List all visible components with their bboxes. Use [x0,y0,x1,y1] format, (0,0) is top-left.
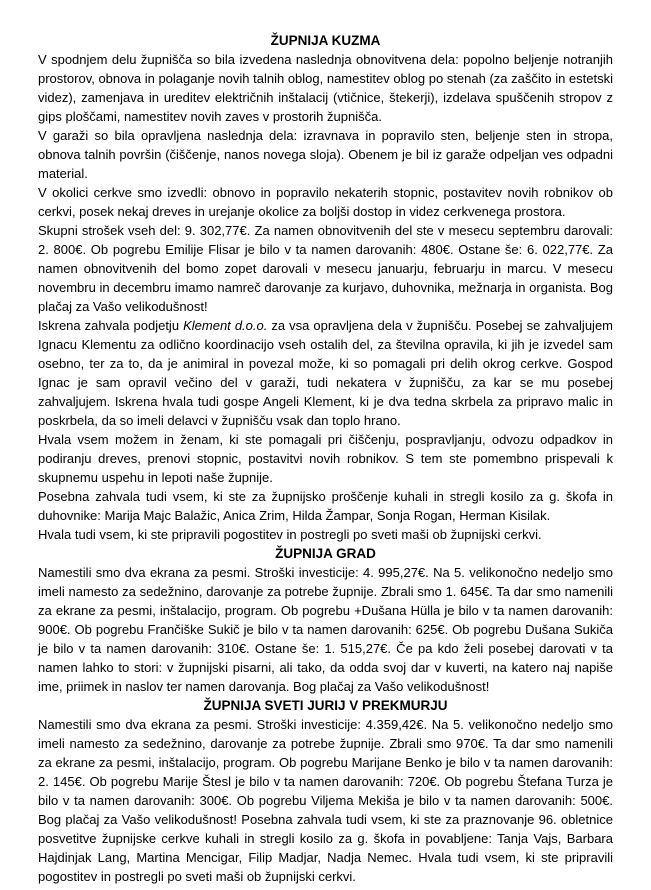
company-name-italic: Klement d.o.o. [183,318,268,333]
paragraph-kuzma-thanks-helpers: Hvala vsem možem in ženam, ki ste pomagali pri čiščenju, pospravljanju, odvozu odpadkov in podiranju dreves, prenovi stopnic, postavitvi novih robnikov. S tem ste pomembno prispevali k skupnemu uspehu in lepoti naše župnije. [38,432,613,485]
paragraph-kuzma-thanks-reception: Hvala tudi vsem, ki ste pripravili pogostitev in postregli po sveti maši ob župnijski cerkvi. [38,527,542,542]
paragraph-text: za vsa opravljena dela v župnišču. Posebej se zahvaljujem Ignacu Klementu za odlično koordinacijo vseh ostalih del, za številna opravila, ki jih je izvedel sam osebno, ter za to, da je animiral in povezal može, ki so pomagali pri delih okrog cerkve. Gospod Ignac je sam opravil večino del v garaži, tudi nekatera v župnišču, za kar se mu posebej zahvaljujem. Iskrena hvala tudi gospe Angeli Klement, ki je dva tedna skrbela za pripravo malic in poskrbela, da so imeli delavci v župnišču vsak dan toplo hrano. [38,318,614,428]
section-heading-kuzma: ŽUPNIJA KUZMA [270,33,381,48]
paragraph-kuzma-thanks-klement [38,316,613,430]
paragraph-kuzma-thanks-cooks: Posebna zahvala tudi vsem, ki ste za župnijsko proščenje kuhali in stregli kosilo za g. škofa in duhovnike: Marija Majc Balažic, Anica Zrim, Hilda Žampar, Sonja Rogan, Herman Kisilak. [38,489,613,523]
paragraph-jurij-screens-donations: Namestili smo dva ekrana za pesmi. Stroški investicije: 4.359,42€. Na 5. velikonočno nedeljo smo imeli namesto za sedežnino, darovanje za potrebe župnije. Zbrali smo 970€. Ta dar smo namenili za ekrane za pesmi, inštalacijo, program. Ob pogrebu Marijane Benko je bilo v ta namen darovanih: 2. 145€. Ob pogrebu Marije Štesl je bilo v ta namen darovanih: 720€. Ob pogrebu Štefana Turza je bilo v ta namen darovanih: 300€. Ob pogrebu Viljema Mekiša je bilo v ta namen darovanih: 500€. Bog plačaj za Vašo velikodušnost! Posebna zahvala tudi vsem, ki ste za praznovanje 96. obletnice posvetitve župnijske cerkve kuhali in stregli kosilo za g. škofa in povabljene: Tanja Vajs, Barbara Hajdinjak Lang, Martina Mencigar, Filip Madjar, Nadja Nemec. Hvala tudi vsem, ki ste pripravili pogostitev in postregli po sveti maši ob župnijski cerkvi. [38,717,613,884]
paragraph-kuzma-renovation-works: V spodnjem delu župnišča so bila izvedena naslednja obnovitvena dela: popolno beljenje notranjih prostorov, obnova in polaganje novih talnih oblog, namestitev oblog po stenah (za zaščito in estetski videz), zamenjava in ureditev električnih inštalacij (vtičnice, štekerji), izdelava spuščenih stropov z gips ploščami, namestitev novih zaves v prostorih župnišča. [38,52,614,124]
paragraph-kuzma-costs-donations: Skupni strošek vseh del: 9. 302,77€. Za namen obnovitvenih del ste v mesecu septembru darovali: 2. 800€. Ob pogrebu Emilije Flisar je bilo v ta namen darovanih: 480€. Ostane še: 6. 022,77€. Za namen obnovitvenih del bomo zopet darovali v mesecu januarju, februarju in marcu. V mesecu novembru in decembru imamo namreč darovanje za kurjavo, duhovnika, mežnarja in organista. Bog plačaj za Vašo velikodušnost! [38,223,613,314]
section-heading-sveti-jurij: ŽUPNIJA SVETI JURIJ V PREKMURJU [203,698,448,713]
paragraph-kuzma-church-surroundings: V okolici cerkve smo izvedli: obnovo in popravilo nekaterih stopnic, postavitev novih robnikov ob cerkvi, posek nekaj dreves in urejanje okolice za boljši dostop in videz cerkvenega prostora. [38,185,613,219]
paragraph-text: Iskrena zahvala podjetju [38,318,184,333]
paragraph-grad-screens-donations: Namestili smo dva ekrana za pesmi. Stroški investicije: 4. 995,27€. Na 5. velikonočno nedeljo smo imeli namesto za sedežnino, darovanje za potrebe župnije. Zbrali smo 1. 645€. Ta dar smo namenili za ekrane za pesmi, inštalacijo, program. Ob pogrebu +Dušana Hülla je bilo v ta namen darovanih: 900€. Ob pogrebu Frančiške Sukič je bilo v ta namen darovanih: 625€. Ob pogrebu Dušana Sukiča je bilo v ta namen darovanih: 310€. Ostane še: 1. 515,27€. Če pa kdo želi posebej darovati v ta namen lahko to stori: v župnijski pisarni, ali tako, da odda svoj dar v kuverti, na katero naj napiše ime, priimek in naslov ter namen darovanja. Bog plačaj za Vašo velikodušnost! [38,565,613,694]
paragraph-kuzma-garage-works: V garaži so bila opravljena naslednja dela: izravnava in popravilo sten, beljenje sten in stropa, obnova talnih površin (čiščenje, nanos novega sloja). Obenem je bil iz garaže odpeljan ves odpadni material. [38,128,613,181]
section-heading-grad: ŽUPNIJA GRAD [275,546,376,561]
